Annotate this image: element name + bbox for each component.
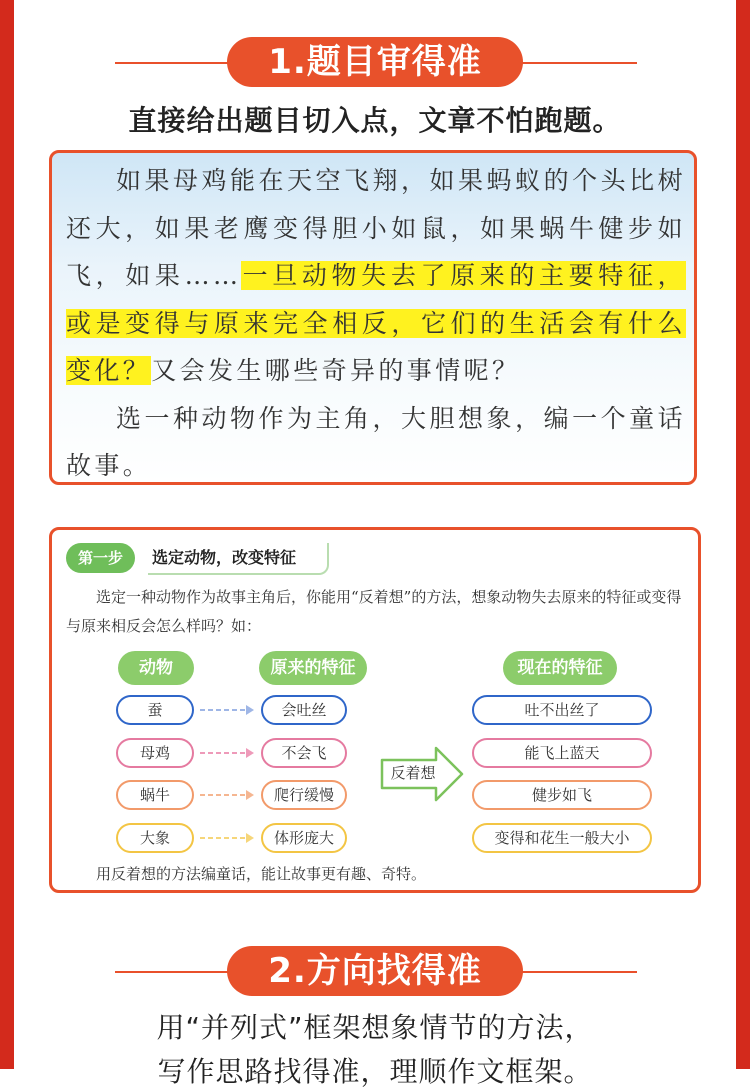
- animal-box: 蚕: [116, 695, 194, 725]
- prompt-paragraph-2: 选一种动物作为主角，大胆想象，编一个童话故事。: [66, 403, 686, 480]
- section2-subtitle-line1: 用“并列式”框架想象情节的方法，: [156, 1011, 594, 1044]
- dashed-arrow: [198, 830, 256, 846]
- animal-box: 大象: [116, 823, 194, 853]
- column-header-original: 原来的特征: [259, 651, 367, 685]
- header-rule-left: [115, 62, 235, 64]
- original-trait-box: 体形庞大: [261, 823, 347, 853]
- section2-title: 2.方向找得准: [227, 946, 523, 996]
- section1-header: [0, 37, 750, 87]
- step-description: 选定一种动物作为故事主角后，你能用“反着想”的方法，想象动物失去原来的特征或变得与原来相反会怎么样吗？如：: [66, 588, 682, 635]
- dashed-arrow: [198, 702, 256, 718]
- step-title: 选定动物，改变特征: [148, 543, 329, 575]
- prompt-card: [49, 150, 697, 485]
- column-header-current: 现在的特征: [503, 651, 617, 685]
- prompt-question: 又会发生哪些奇异的事情呢？: [151, 356, 521, 385]
- section1-title: 1.题目审得准: [227, 37, 523, 87]
- dashed-arrow: [198, 787, 256, 803]
- header-rule-left: [115, 971, 235, 973]
- animal-box: 母鸡: [116, 738, 194, 768]
- animal-box: 蜗牛: [116, 780, 194, 810]
- prompt-highlight: 一旦动物失去了原来的主要特征，或是变得与原来完全相反，它们的生活会有什么变化？: [66, 261, 686, 385]
- flip-label: 反着想: [390, 764, 436, 782]
- prompt-intro: 如果母鸡能在天空飞翔，如果蚂蚁的个头比树还大，如果老鹰变得胆小如鼠，如果蜗牛健步如飞，如果……: [66, 166, 686, 290]
- right-side-bar: [736, 0, 750, 1069]
- original-trait-box: 爬行缓慢: [261, 780, 347, 810]
- current-trait-box: 健步如飞: [472, 780, 652, 810]
- dashed-arrow: [198, 745, 256, 761]
- original-trait-box: 不会飞: [261, 738, 347, 768]
- step-card: [49, 527, 701, 893]
- prompt-text: [66, 157, 686, 485]
- current-trait-box: 能飞上蓝天: [472, 738, 652, 768]
- section2-header: [0, 946, 750, 996]
- section2-subtitle-line2: 写作思路找得准，理顺作文框架。: [157, 1055, 593, 1088]
- section1-subtitle: 直接给出题目切入点，文章不怕跑题。: [128, 104, 622, 137]
- original-trait-box: 会吐丝: [261, 695, 347, 725]
- header-rule-right: [515, 62, 637, 64]
- column-header-animal: 动物: [118, 651, 194, 685]
- current-trait-box: 吐不出丝了: [472, 695, 652, 725]
- current-trait-box: 变得和花生一般大小: [472, 823, 652, 853]
- step-badge: 第一步: [66, 543, 135, 573]
- left-side-bar: [0, 0, 14, 1069]
- header-rule-right: [515, 971, 637, 973]
- prompt-paragraph-1: [66, 157, 686, 395]
- step-footer: 用反着想的方法编童话，能让故事更有趣、奇特。: [96, 865, 427, 883]
